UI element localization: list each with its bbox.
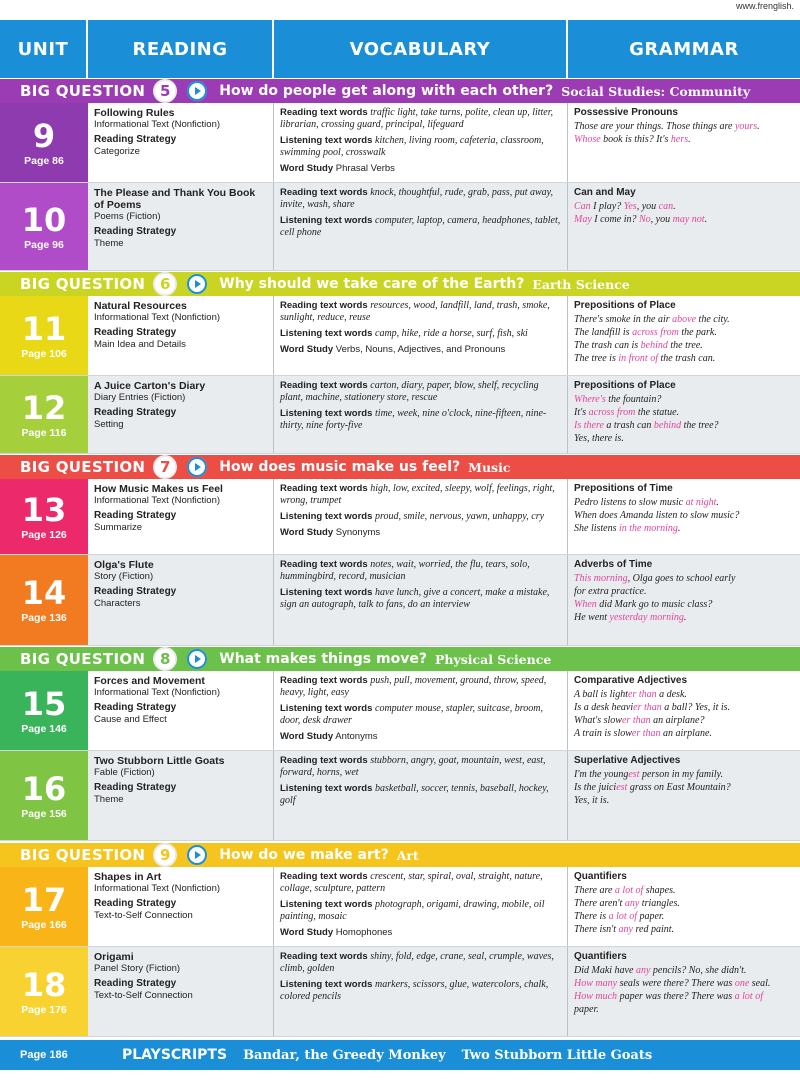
grammar-title: Prepositions of Place [574,380,676,391]
reading-strategy-label: Reading Strategy [94,898,177,909]
grammar-line: May I come in? No, you may not. [574,214,708,225]
reading-genre: Panel Story (Fiction) [94,963,181,974]
grammar-cell [568,376,800,453]
grammar-line: How much paper was there? There was a lot of [574,991,763,1002]
big-question-text: How do people get along with each other? [219,83,554,99]
reading-words-label: Reading text words [280,675,368,686]
listening-words: computer mouse, stapler, suitcase, broom, door, desk drawer [280,703,543,726]
reading-title: The Please and Thank You Book of Poems [94,187,256,211]
play-icon[interactable] [187,649,207,669]
table-header [0,20,800,78]
unit-row-17 [0,867,800,947]
unit-row-13 [0,479,800,555]
unit-number: 15 [21,684,67,723]
big-question-label: BIG QUESTION [20,650,146,668]
big-question-8-bar [0,647,800,671]
big-question-text: How do we make art? [219,847,389,863]
header-reading: READING [88,20,274,78]
reading-title: A Juice Carton's Diary [94,380,206,392]
unit-number: 12 [21,388,67,427]
reading-strategy: Theme [94,794,124,805]
grammar-cell [568,479,800,554]
listening-words-label: Listening text words [280,328,373,339]
word-study: Antonyms [335,731,378,742]
reading-cell [88,183,274,270]
big-question-subject: Social Studies: Community [561,83,751,99]
reading-cell [88,867,274,946]
header-unit: UNIT [0,20,88,78]
big-question-9-bar [0,843,800,867]
reading-strategy-label: Reading Strategy [94,226,177,237]
watermark: www.frenglish. [735,1,794,11]
reading-title: Shapes in Art [94,871,162,883]
grammar-line: paper. [574,1004,599,1015]
reading-words-label: Reading text words [280,755,368,766]
reading-words: stubborn, angry, goat, mountain, west, east, forward, horns, wet [280,755,546,778]
reading-genre: Informational Text (Nonfiction) [94,495,221,506]
listening-words: computer, laptop, camera, headphones, tablet, cell phone [280,215,561,238]
reading-strategy: Text-to-Self Connection [94,990,193,1001]
grammar-line: This morning, Olga goes to school early [574,573,736,584]
reading-genre: Poems (Fiction) [94,211,161,222]
grammar-line: Yes, it is. [574,795,610,806]
reading-words-label: Reading text words [280,483,368,494]
listening-words-label: Listening text words [280,215,373,226]
reading-strategy-label: Reading Strategy [94,702,177,713]
reading-words: push, pull, movement, ground, throw, speed, heavy, light, easy [280,675,547,698]
unit-cell [0,671,88,750]
grammar-line: Yes, there is. [574,433,624,444]
reading-words-label: Reading text words [280,300,368,311]
unit-cell [0,183,88,270]
vocabulary-cell [274,867,568,946]
footer-playscript-1: Bandar, the Greedy Monkey [243,1047,446,1063]
reading-strategy: Summarize [94,522,143,533]
grammar-title: Quantifiers [574,951,627,962]
grammar-cell [568,103,800,182]
big-question-subject: Physical Science [434,651,552,667]
vocabulary-cell [274,751,568,840]
unit-page: Page 106 [21,347,67,360]
reading-title: Origami [94,951,134,963]
grammar-line: The landfill is across from the park. [574,327,717,338]
reading-strategy: Text-to-Self Connection [94,910,193,921]
grammar-line: When did Mark go to music class? [574,599,713,610]
reading-strategy-label: Reading Strategy [94,782,177,793]
listening-words-label: Listening text words [280,408,373,419]
grammar-cell [568,671,800,750]
word-study: Phrasal Verbs [335,163,395,174]
reading-cell [88,947,274,1036]
grammar-line: He went yesterday morning. [574,612,687,623]
reading-genre: Informational Text (Nonfiction) [94,119,221,130]
unit-page: Page 156 [21,807,67,820]
reading-strategy: Categorize [94,146,140,157]
word-study-label: Word Study [280,927,334,938]
grammar-title: Possessive Pronouns [574,107,678,118]
unit-number: 11 [21,309,67,348]
footer-page: Page 186 [20,1049,68,1061]
reading-strategy-label: Reading Strategy [94,978,177,989]
grammar-title: Adverbs of Time [574,559,653,570]
reading-genre: Story (Fiction) [94,571,154,582]
unit-number: 9 [32,116,56,155]
grammar-line: The trash can is behind the tree. [574,340,703,351]
grammar-line: How many seals were there? There was one seal. [574,978,771,989]
header-grammar: GRAMMAR [629,38,739,60]
reading-words: high, low, excited, sleepy, wolf, feelings, right, wrong, trumpet [280,483,555,506]
listening-words-label: Listening text words [280,587,373,598]
unit-number: 17 [21,880,67,919]
grammar-title: Can and May [574,187,636,198]
listening-words: photograph, origami, drawing, mobile, oil painting, mosaic [280,899,545,922]
unit-number: 13 [21,490,67,529]
unit-cell [0,376,88,453]
word-study-label: Word Study [280,344,334,355]
grammar-line: The tree is in front of the trash can. [574,353,716,364]
grammar-line: I'm the youngest person in my family. [574,769,724,780]
unit-page: Page 166 [21,918,67,931]
reading-cell [88,376,274,453]
footer-playscript-2: Two Stubborn Little Goats [461,1047,653,1063]
reading-title: How Music Makes us Feel [94,483,223,495]
unit-page: Page 86 [24,154,64,167]
listening-words: kitchen, living room, cafeteria, classroom, swimming pool, crosswalk [280,135,544,158]
grammar-title: Superlative Adjectives [574,755,681,766]
reading-cell [88,751,274,840]
reading-words: carton, diary, paper, blow, shelf, recycling plant, machine, stationery store, rescue [280,380,539,403]
grammar-line: A train is slower than an airplane. [574,728,712,739]
word-study-label: Word Study [280,527,334,538]
unit-page: Page 136 [21,612,67,624]
big-question-number: 9 [153,843,177,867]
grammar-line: There isn't any red paint. [574,924,675,935]
big-question-number: 8 [153,647,177,671]
grammar-title: Prepositions of Place [574,300,676,311]
grammar-line: There aren't any triangles. [574,898,680,909]
grammar-line: It's across from the statue. [574,407,680,418]
unit-number: 18 [21,965,67,1004]
grammar-line: Is the juiciest grass on East Mountain? [574,782,731,793]
reading-words: knock, thoughtful, rude, grab, pass, put away, invite, wash, share [280,187,554,210]
unit-cell [0,555,88,645]
big-question-label: BIG QUESTION [20,82,146,100]
big-question-label: BIG QUESTION [20,458,146,476]
big-question-text: Why should we take care of the Earth? [219,276,525,292]
unit-row-15 [0,671,800,751]
unit-row-10 [0,183,800,271]
big-question-6-bar [0,272,800,296]
grammar-line: She listens in the morning. [574,523,681,534]
big-question-subject: Art [396,847,419,863]
grammar-line: What's slower than an airplane? [574,715,705,726]
unit-cell [0,867,88,946]
reading-words-label: Reading text words [280,871,368,882]
grammar-line: Is there a trash can behind the tree? [574,420,719,431]
reading-words: notes, wait, worried, the flu, tears, solo, hummingbird, record, musician [280,559,530,582]
reading-genre: Informational Text (Nonfiction) [94,883,221,894]
grammar-cell [568,867,800,946]
reading-words-label: Reading text words [280,187,368,198]
reading-strategy: Theme [94,238,124,249]
reading-title: Olga's Flute [94,559,154,571]
unit-number: 16 [21,769,67,808]
grammar-line: Can I play? Yes, you can. [574,201,676,212]
listening-words-label: Listening text words [280,511,373,522]
big-question-number: 7 [153,455,177,479]
reading-strategy-label: Reading Strategy [94,134,177,145]
reading-strategy: Main Idea and Details [94,339,186,350]
vocabulary-cell [274,671,568,750]
reading-cell [88,671,274,750]
big-question-label: BIG QUESTION [20,846,146,864]
grammar-line: There are a lot of shapes. [574,885,676,896]
listening-words: proud, smile, nervous, yawn, unhappy, cry [375,511,545,522]
reading-cell [88,103,274,182]
listening-words-label: Listening text words [280,899,373,910]
grammar-line: Is a desk heavier than a ball? Yes, it is. [574,702,731,713]
listening-words: have lunch, give a concert, make a mistake, sign an autograph, talk to fans, do an interview [280,587,550,610]
reading-title: Two Stubborn Little Goats [94,755,225,767]
reading-title: Natural Resources [94,300,187,312]
reading-genre: Diary Entries (Fiction) [94,392,186,403]
big-question-subject: Earth Science [532,276,630,292]
unit-row-11 [0,296,800,376]
reading-strategy: Setting [94,419,124,430]
play-icon[interactable] [187,81,207,101]
header-vocabulary: VOCABULARY [274,20,568,78]
grammar-title: Prepositions of Time [574,483,673,494]
reading-strategy-label: Reading Strategy [94,586,177,597]
word-study: Homophones [335,927,393,938]
reading-words-label: Reading text words [280,951,368,962]
footer-label: PLAYSCRIPTS [122,1047,228,1063]
reading-genre: Informational Text (Nonfiction) [94,687,221,698]
vocabulary-cell [274,376,568,453]
grammar-line: Those are your things. Those things are yours. [574,121,760,132]
reading-genre: Informational Text (Nonfiction) [94,312,221,323]
listening-words: camp, hike, ride a horse, surf, fish, ski [375,328,528,339]
unit-page: Page 146 [21,722,67,735]
grammar-title: Comparative Adjectives [574,675,688,686]
big-question-5-bar [0,79,800,103]
reading-strategy-label: Reading Strategy [94,510,177,521]
reading-words: traffic light, take turns, polite, clean up, litter, librarian, crossing guard, principal, lifeguard [280,107,554,130]
grammar-cell [568,296,800,375]
vocabulary-cell [274,183,568,270]
word-study-label: Word Study [280,163,334,174]
reading-cell [88,555,274,645]
reading-words: crescent, star, spiral, oval, straight, nature, collage, sculpture, pattern [280,871,543,894]
word-study-label: Word Study [280,731,334,742]
big-question-text: What makes things move? [219,651,427,667]
listening-words-label: Listening text words [280,979,373,990]
listening-words-label: Listening text words [280,783,373,794]
word-study: Synonyms [335,527,381,538]
big-question-text: How does music make us feel? [219,459,461,475]
reading-cell [88,479,274,554]
reading-strategy-label: Reading Strategy [94,327,177,338]
reading-words: resources, wood, landfill, land, trash, smoke, sunlight, reduce, reuse [280,300,550,323]
word-study: Verbs, Nouns, Adjectives, and Pronouns [335,344,506,355]
unit-cell [0,103,88,182]
listening-words: time, week, nine o'clock, nine-fifteen, nine-thirty, nine forty-five [280,408,547,431]
unit-cell [0,947,88,1036]
big-question-7-bar [0,455,800,479]
big-question-label: BIG QUESTION [20,275,146,293]
reading-title: Following Rules [94,107,175,119]
unit-number: 14 [21,574,67,612]
unit-row-18 [0,947,800,1037]
unit-row-16 [0,751,800,841]
reading-words-label: Reading text words [280,107,368,118]
big-question-number: 6 [153,272,177,296]
play-icon[interactable] [187,274,207,294]
vocabulary-cell [274,947,568,1036]
grammar-line: Pedro listens to slow music at night. [574,497,719,508]
vocabulary-cell [274,103,568,182]
grammar-line: When does Amanda listen to slow music? [574,510,740,521]
grammar-line: Where's the fountain? [574,394,662,405]
big-question-number: 5 [153,79,177,103]
unit-cell [0,296,88,375]
unit-cell [0,751,88,840]
playscripts-footer [0,1040,800,1070]
reading-words-label: Reading text words [280,380,368,391]
grammar-line: for extra practice. [574,586,647,597]
listening-words: markers, scissors, glue, watercolors, chalk, colored pencils [280,979,549,1002]
listening-words-label: Listening text words [280,135,373,146]
unit-page: Page 176 [21,1003,67,1016]
reading-genre: Fable (Fiction) [94,767,155,778]
listening-words: basketball, soccer, tennis, baseball, hockey, golf [280,783,549,806]
unit-page: Page 126 [21,528,67,541]
grammar-cell [568,947,800,1036]
grammar-line: There is a lot of paper. [574,911,665,922]
play-icon[interactable] [187,845,207,865]
reading-words: shiny, fold, edge, crane, seal, crumple, waves, climb, golden [280,951,554,974]
unit-page: Page 96 [24,238,64,251]
grammar-cell [568,183,800,270]
unit-page: Page 116 [21,426,67,439]
unit-row-14 [0,555,800,646]
reading-strategy: Characters [94,598,141,609]
vocabulary-cell [274,296,568,375]
play-icon[interactable] [187,457,207,477]
listening-words-label: Listening text words [280,703,373,714]
unit-cell [0,479,88,554]
grammar-title: Quantifiers [574,871,627,882]
vocabulary-cell [274,479,568,554]
reading-strategy-label: Reading Strategy [94,407,177,418]
unit-row-9 [0,103,800,183]
vocabulary-cell [274,555,568,645]
reading-words-label: Reading text words [280,559,368,570]
unit-row-12 [0,376,800,454]
reading-cell [88,296,274,375]
grammar-cell [568,555,800,645]
grammar-cell [568,751,800,840]
grammar-line: Whose book is this? It's hers. [574,134,691,145]
big-question-subject: Music [468,459,511,475]
reading-strategy: Cause and Effect [94,714,167,725]
grammar-line: There's smoke in the air above the city. [574,314,730,325]
grammar-line: Did Maki have any pencils? No, she didn't. [574,965,747,976]
grammar-line: A ball is lighter than a desk. [574,689,687,700]
unit-number: 10 [21,200,67,239]
reading-title: Forces and Movement [94,675,205,687]
